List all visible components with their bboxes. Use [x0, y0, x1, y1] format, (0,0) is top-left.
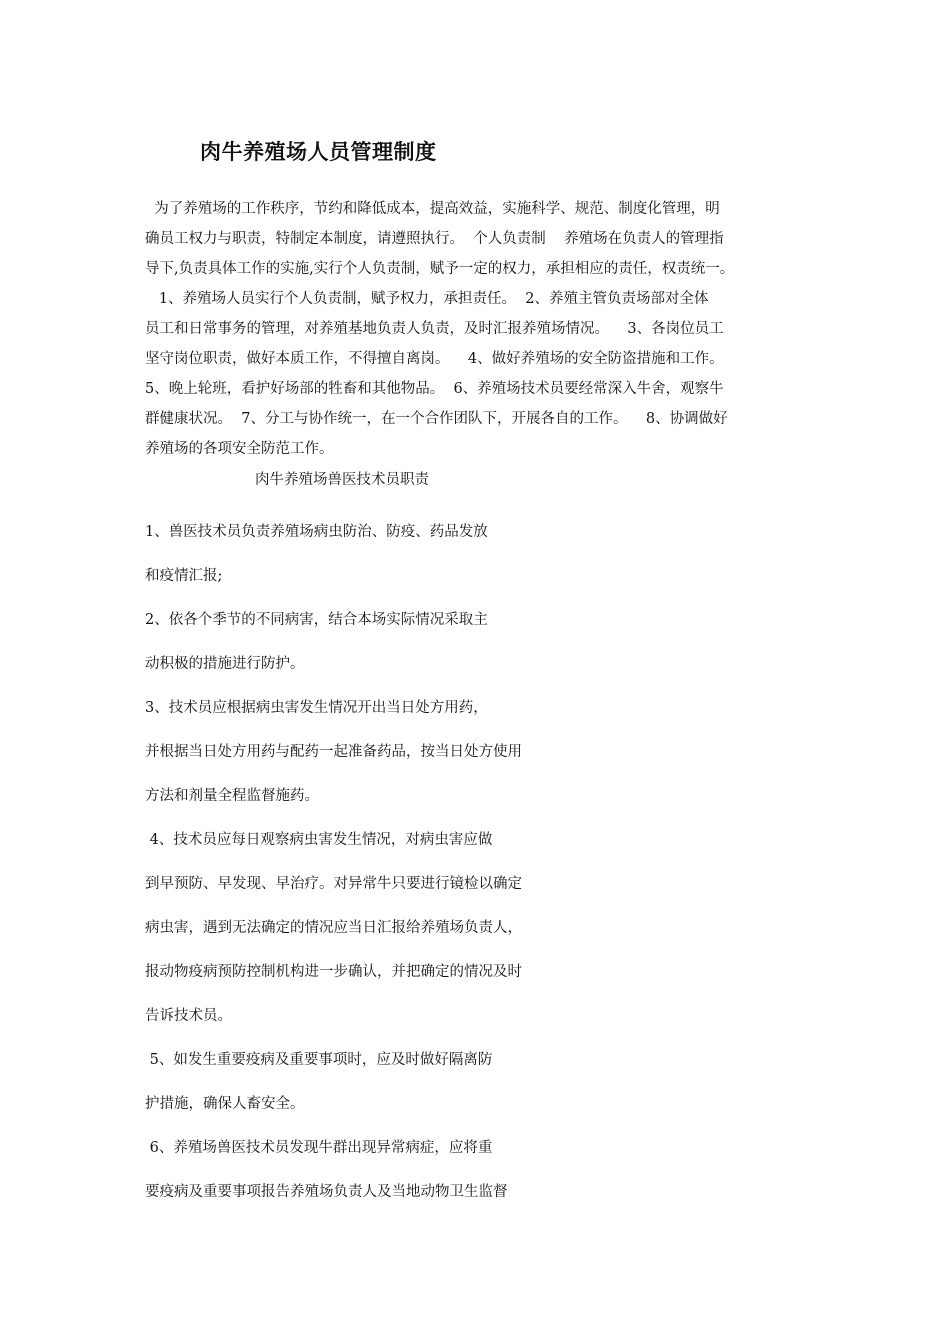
duty-line: 6、养殖场兽医技术员发现牛群出现异常病症，应将重: [145, 1140, 493, 1156]
duty-line: 4、技术员应每日观察病虫害发生情况，对病虫害应做: [145, 832, 493, 848]
duty-line: 到早预防、早发现、早治疗。对异常牛只要进行镜检以确定: [145, 876, 522, 892]
duty-line: 1、兽医技术员负责养殖场病虫防治、防疫、药品发放: [145, 524, 488, 540]
intro-line: 5、晚上轮班，看护好场部的牲畜和其他物品。 6、养殖场技术员要经常深入牛舍，观察牛: [145, 381, 724, 397]
intro-line: 确员工权力与职责，特制定本制度，请遵照执行。 个人负责制 养殖场在负责人的管理指: [145, 231, 724, 247]
duty-line: 病虫害，遇到无法确定的情况应当日汇报给养殖场负责人，: [145, 920, 522, 936]
intro-paragraph: [145, 194, 825, 464]
intro-line: 员工和日常事务的管理，对养殖基地负责人负责，及时汇报养殖场情况。 3、各岗位员工: [145, 321, 724, 337]
intro-line: 导下,负责具体工作的实施,实行个人负责制，赋予一定的权力，承担相应的责任，权责统一。: [145, 261, 735, 277]
section-subtitle: 肉牛养殖场兽医技术员职责: [255, 472, 429, 488]
intro-line: 养殖场的各项安全防范工作。: [145, 441, 334, 457]
duty-line: 5、如发生重要疫病及重要事项时，应及时做好隔离防: [145, 1052, 493, 1068]
duty-line: 报动物疫病预防控制机构进一步确认，并把确定的情况及时: [145, 964, 522, 980]
duty-line: 护措施，确保人畜安全。: [145, 1096, 305, 1112]
duty-line: 动积极的措施进行防护。: [145, 656, 305, 672]
duty-line: 并根据当日处方用药与配药一起准备药品，按当日处方使用: [145, 744, 522, 760]
duty-line: 要疫病及重要事项报告养殖场负责人及当地动物卫生监督: [145, 1184, 508, 1200]
intro-line: 为了养殖场的工作秩序，节约和降低成本，提高效益，实施科学、规范、制度化管理，明: [145, 201, 720, 217]
duty-line: 2、依各个季节的不同病害，结合本场实际情况采取主: [145, 612, 488, 628]
intro-line: 坚守岗位职责，做好本质工作，不得擅自离岗。 4、做好养殖场的安全防盗措施和工作。: [145, 351, 724, 367]
duty-line: 方法和剂量全程监督施药。: [145, 788, 319, 804]
duty-line: 告诉技术员。: [145, 1008, 232, 1024]
duty-list: [145, 510, 625, 1214]
duty-line: 和疫情汇报;: [145, 568, 223, 584]
intro-line: 群健康状况。 7、分工与协作统一，在一个合作团队下，开展各自的工作。 8、协调做好: [145, 411, 728, 427]
document-title: 肉牛养殖场人员管理制度: [200, 140, 437, 164]
duty-line: 3、技术员应根据病虫害发生情况开出当日处方用药，: [145, 700, 488, 716]
intro-line: 1、养殖场人员实行个人负责制，赋予权力，承担责任。 2、养殖主管负责场部对全体: [145, 291, 709, 307]
